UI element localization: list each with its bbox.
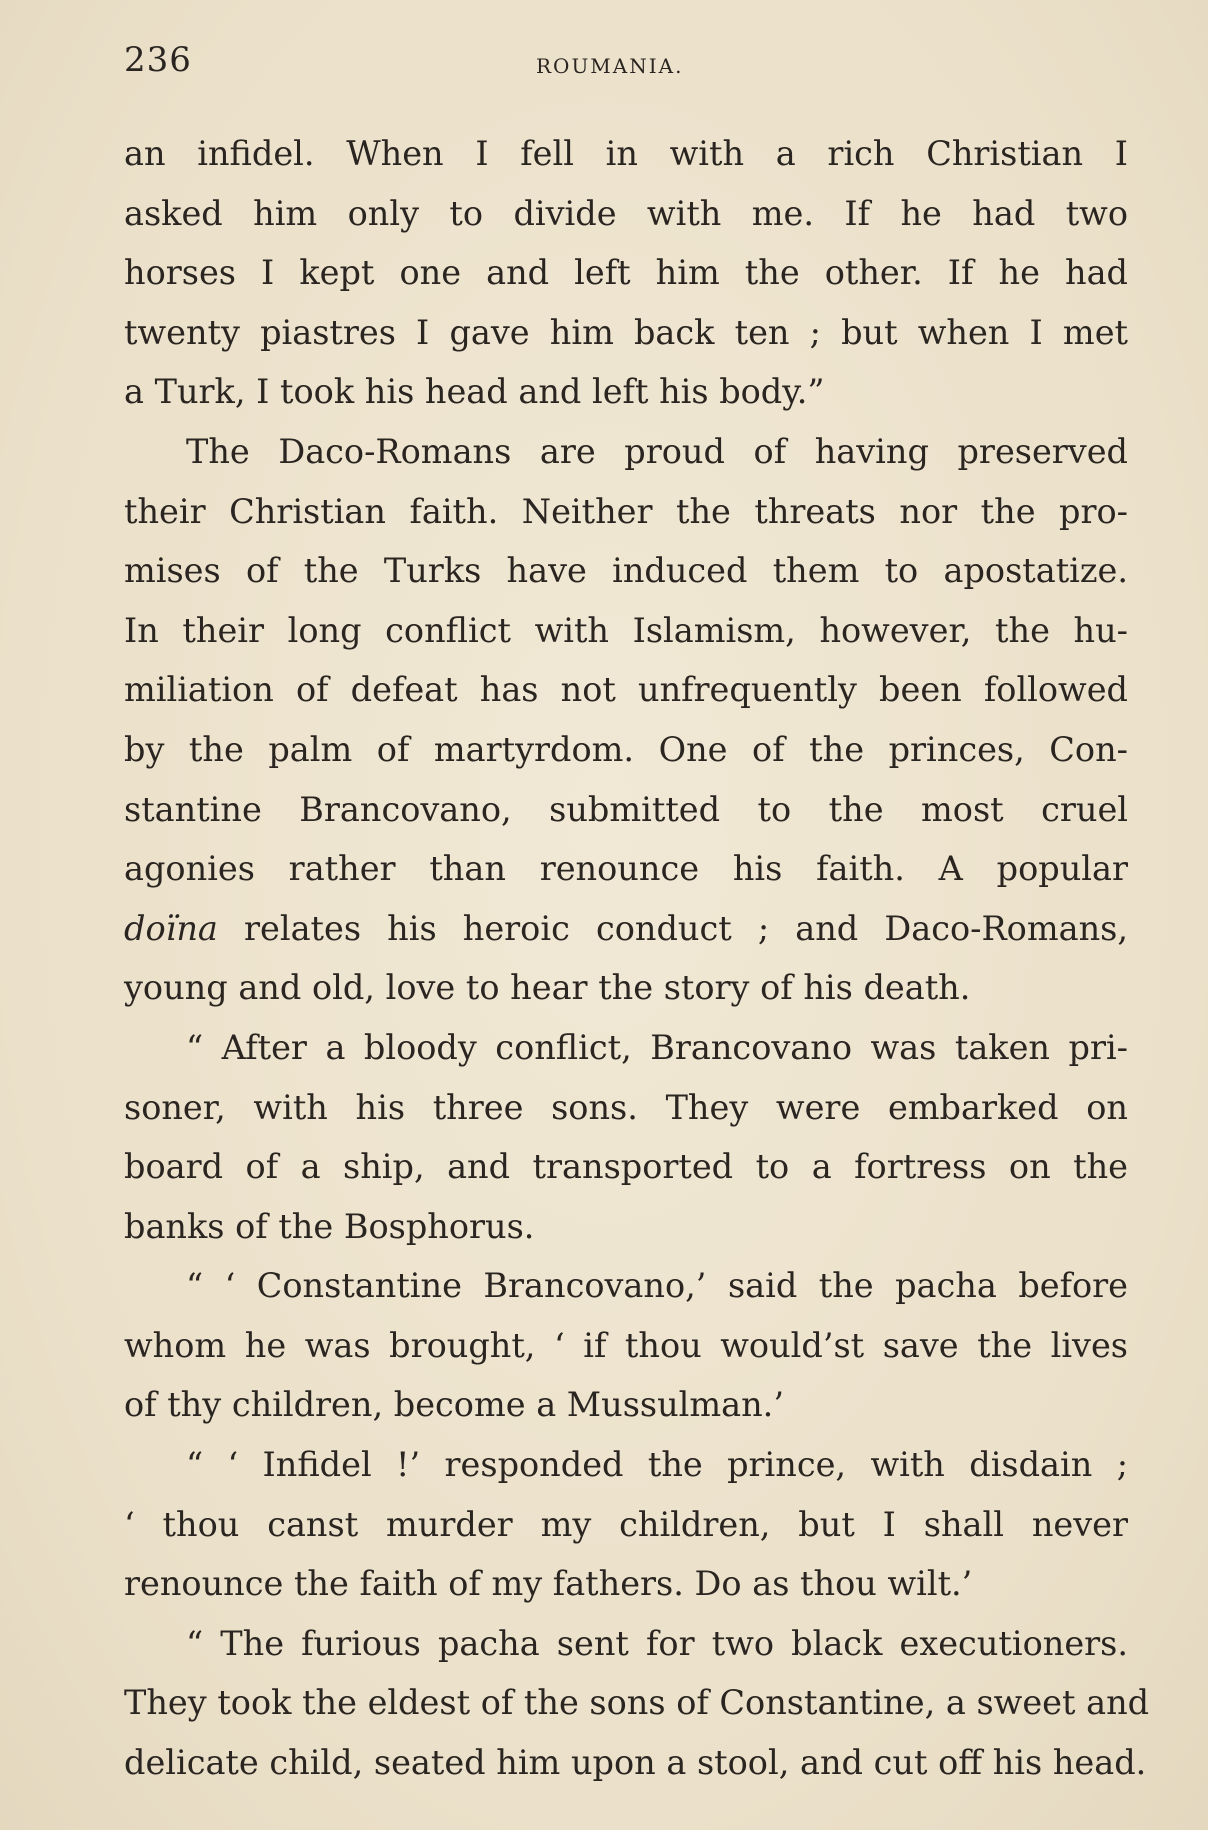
text-line: a Turk, I took his head and left his body.” <box>124 372 825 412</box>
text-line: by the palm of martyrdom. One of the princes, Con- <box>124 729 1128 769</box>
italic-word: doïna <box>124 908 218 948</box>
text-line: mises of the Turks have induced them to apostatize. <box>124 551 1128 591</box>
text-line: banks of the Bosphorus. <box>124 1206 535 1246</box>
text-line: whom he was brought, ‘ if thou would’st save the lives <box>124 1325 1128 1365</box>
text-line: soner, with his three sons. They were embarked on <box>124 1087 1128 1127</box>
text-line-with-italic <box>124 899 1128 959</box>
paragraph-start: “ ‘ Constantine Brancovano,’ said the pacha before <box>186 1266 1128 1306</box>
text-line: They took the eldest of the sons of Constantine, a sweet and <box>124 1683 1150 1723</box>
text-line: young and old, love to hear the story of his death. <box>124 968 971 1008</box>
text-line: renounce the faith of my fathers. Do as thou wilt.’ <box>124 1564 973 1604</box>
body-text <box>124 124 1150 1793</box>
paragraph-start: “ The furious pacha sent for two black executioners. <box>186 1623 1128 1663</box>
text-line: board of a ship, and transported to a fortress on the <box>124 1147 1128 1187</box>
page-number: 236 <box>124 40 192 80</box>
text-line: stantine Brancovano, submitted to the most cruel <box>124 789 1128 829</box>
paragraph-start: “ After a bloody conflict, Brancovano was taken pri- <box>186 1027 1128 1067</box>
text-line: an infidel. When I fell in with a rich Christian I <box>124 134 1128 173</box>
paragraph-start: “ ‘ Infidel !’ responded the prince, with disdain ; <box>186 1445 1128 1485</box>
text-line: ‘ thou canst murder my children, but I shall never <box>124 1504 1128 1544</box>
text-line: delicate child, seated him upon a stool, and cut off his head. <box>124 1743 1147 1783</box>
text-line: agonies rather than renounce his faith. A popular <box>124 849 1128 889</box>
text-line: horses I kept one and left him the other. If he had <box>124 253 1128 293</box>
text-line: asked him only to divide with me. If he had two <box>124 193 1128 233</box>
text-line: miliation of defeat has not unfrequently been followed <box>124 670 1128 710</box>
text-line: In their long conflict with Islamism, however, the hu- <box>124 610 1128 650</box>
text-line: of thy children, become a Mussulman.’ <box>124 1385 784 1425</box>
text-line-remainder: relates his heroic conduct ; and Daco-Romans, <box>244 908 1128 948</box>
running-title: ROUMANIA. <box>536 54 684 78</box>
running-head <box>124 40 1124 90</box>
text-line: twenty piastres I gave him back ten ; but when I met <box>124 312 1128 352</box>
paragraph-start: The Daco-Romans are proud of having preserved <box>186 431 1128 471</box>
text-line: their Christian faith. Neither the threats nor the pro- <box>124 491 1128 531</box>
